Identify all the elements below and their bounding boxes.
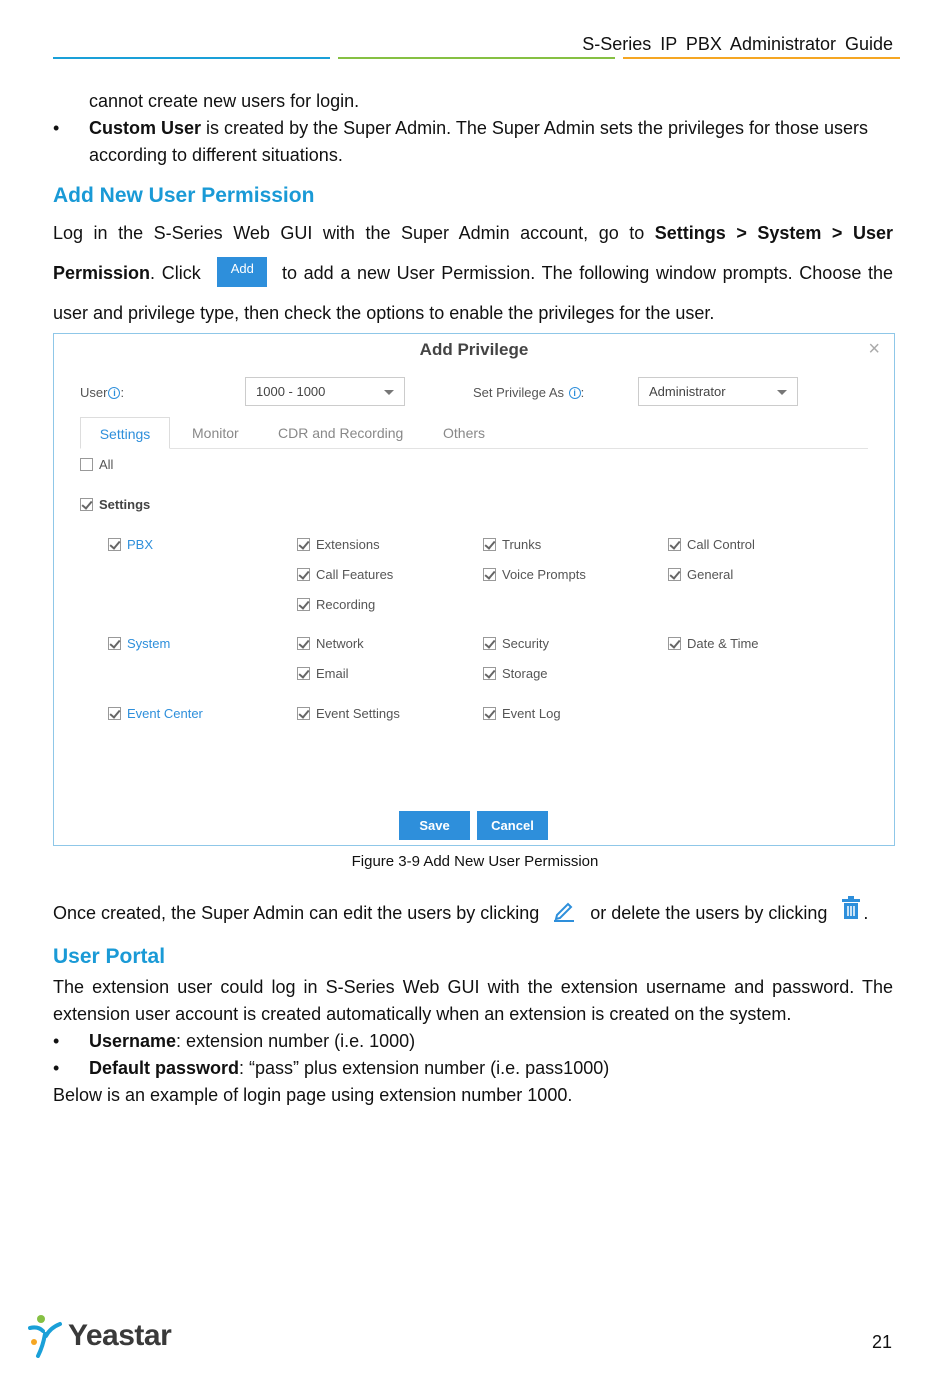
checkbox-trunks[interactable]: Trunks: [483, 537, 541, 552]
chevron-down-icon: [384, 390, 394, 395]
document-header-title: S-Series IP PBX Administrator Guide: [582, 34, 893, 54]
checkbox-call-features[interactable]: Call Features: [297, 567, 393, 582]
header-rule-green: [338, 57, 615, 59]
page-number: 21: [871, 1332, 892, 1352]
yeastar-logo-icon: [28, 1314, 64, 1358]
custom-user-term: Custom User: [89, 118, 202, 138]
checkbox-checked-icon: [668, 538, 681, 551]
checkbox-checked-icon: [297, 707, 310, 720]
checkbox-date-time[interactable]: Date & Time: [668, 636, 759, 651]
checkbox-checked-icon: [483, 538, 496, 551]
header-rule-orange: [623, 57, 900, 59]
tab-monitor[interactable]: Monitor: [192, 425, 239, 441]
tab-others[interactable]: Others: [443, 425, 486, 441]
bullet-dot: •: [53, 118, 60, 138]
checkbox-security[interactable]: Security: [483, 636, 549, 651]
add-permission-paragraph: [53, 213, 893, 333]
bullet-dot: •: [53, 1031, 60, 1051]
checkbox-checked-icon: [297, 637, 310, 650]
checkbox-call-control[interactable]: Call Control: [668, 537, 755, 552]
add-button-inline: Add: [217, 257, 267, 287]
checkbox-voice-prompts[interactable]: Voice Prompts: [483, 567, 586, 582]
checkbox-system[interactable]: System: [108, 636, 170, 651]
user-portal-paragraph: The extension user could log in S-Series Web GUI with the extension username and password. The extension user account is created automatically when an extension is created on the system.: [53, 977, 893, 1024]
section-heading-user-portal: User Portal: [53, 945, 166, 968]
bullet-default-password: Default password: “pass” plus extension number (i.e. pass1000): [89, 1058, 610, 1078]
info-icon: i: [569, 387, 581, 399]
checkbox-checked-icon: [108, 637, 121, 650]
checkbox-general[interactable]: General: [668, 567, 733, 582]
header-rule-blue: [53, 57, 330, 59]
custom-user-text: is created by the Super Admin. The Super Admin sets the privileges for those users according to different situations.: [89, 118, 869, 165]
add-privilege-dialog: [53, 333, 895, 846]
checkbox-checked-icon: [483, 667, 496, 680]
tab-cdr-recording[interactable]: CDR and Recording: [278, 425, 404, 441]
example-paragraph: Below is an example of login page using extension number 1000.: [53, 1085, 573, 1105]
checkbox-checked-icon: [668, 637, 681, 650]
checkbox-checked-icon: [483, 637, 496, 650]
checkbox-checked-icon: [80, 498, 93, 511]
section-heading-add-permission: Add New User Permission: [53, 184, 315, 207]
close-icon[interactable]: ×: [868, 338, 880, 360]
privilege-select[interactable]: Administrator: [638, 377, 798, 406]
tab-settings[interactable]: Settings: [80, 417, 170, 449]
checkbox-extensions[interactable]: Extensions: [297, 537, 380, 552]
custom-user-paragraph: [89, 115, 893, 169]
checkbox-checked-icon: [483, 568, 496, 581]
chevron-down-icon: [777, 390, 787, 395]
cancel-button[interactable]: Cancel: [477, 811, 548, 840]
checkbox-email[interactable]: Email: [297, 666, 349, 681]
checkbox-checked-icon: [297, 568, 310, 581]
checkbox-checked-icon: [108, 707, 121, 720]
logo-text: Yeastar: [68, 1319, 172, 1352]
checkbox-checked-icon: [297, 538, 310, 551]
checkbox-checked-icon: [297, 667, 310, 680]
checkbox-checked-icon: [483, 707, 496, 720]
delete-trash-icon: [839, 895, 863, 921]
paragraph-text: . Click: [150, 263, 208, 283]
checkbox-event-log[interactable]: Event Log: [483, 706, 561, 721]
paragraph-text: to add a new User Permission. The following window prompts. Choose the user and privilege type, then check the options to enable the privileges for the user.: [53, 263, 894, 323]
info-icon: i: [108, 387, 120, 399]
checkbox-network[interactable]: Network: [297, 636, 364, 651]
paragraph-text: Log in the S-Series Web GUI with the Super Admin account, go to: [53, 223, 655, 243]
bullet-username: Username: extension number (i.e. 1000): [89, 1031, 416, 1051]
checkbox-checked-icon: [297, 598, 310, 611]
intro-line: cannot create new users for login.: [89, 91, 360, 111]
checkbox-event-center[interactable]: Event Center: [108, 706, 203, 721]
user-label: User i :: [80, 385, 125, 400]
privilege-label: Set Privilege As i :: [473, 385, 585, 400]
figure-caption: Figure 3-9 Add New User Permission: [351, 853, 599, 870]
dialog-title: Add Privilege: [419, 340, 529, 359]
checkbox-event-settings[interactable]: Event Settings: [297, 706, 400, 721]
checkbox-storage[interactable]: Storage: [483, 666, 548, 681]
bullet-dot: •: [53, 1058, 60, 1078]
checkbox-settings[interactable]: Settings: [80, 497, 150, 512]
edit-delete-paragraph: Once created, the Super Admin can edit the users by clicking or delete the users by clicking .: [53, 895, 893, 927]
checkbox-pbx[interactable]: PBX: [108, 537, 153, 552]
checkbox-icon: [80, 458, 93, 471]
checkbox-all[interactable]: All: [80, 457, 113, 472]
checkbox-checked-icon: [108, 538, 121, 551]
yeastar-logo: [28, 1314, 171, 1358]
edit-pencil-icon: [551, 897, 577, 923]
checkbox-recording[interactable]: Recording: [297, 597, 375, 612]
checkbox-checked-icon: [668, 568, 681, 581]
menu-path: Settings > System > User Permission: [53, 223, 893, 283]
user-select[interactable]: 1000 - 1000: [245, 377, 405, 406]
save-button[interactable]: Save: [399, 811, 470, 840]
